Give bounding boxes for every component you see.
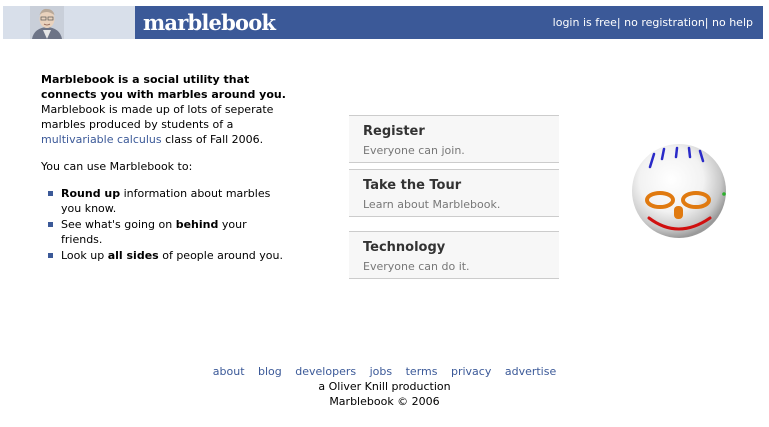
technology-title[interactable]: Technology — [363, 240, 446, 255]
feature-text: See what's going on — [61, 218, 176, 231]
marble-icon — [630, 142, 730, 242]
footer-link-jobs[interactable]: jobs — [369, 365, 393, 378]
tagline: Marblebook is a social utility that connects you with marbles around you. — [41, 73, 286, 101]
register-subtitle: Everyone can join. — [363, 144, 465, 157]
feature-list — [41, 186, 286, 263]
footer-link-blog[interactable]: blog — [258, 365, 282, 378]
tour-box[interactable] — [349, 169, 559, 217]
description-text-end: class of Fall 2006. — [161, 133, 264, 146]
feature-item — [48, 217, 286, 247]
technology-subtitle: Everyone can do it. — [363, 260, 470, 273]
bullet-icon — [48, 222, 53, 227]
nav-login-link[interactable]: login is free| — [552, 16, 621, 29]
description-text-start: Marblebook is made up of lots of seperate marbles produced by students of a — [41, 103, 274, 131]
feature-text: your friends. — [61, 218, 247, 246]
bullet-icon — [48, 191, 53, 196]
use-intro: You can use Marblebook to: — [41, 160, 193, 173]
avatar-panel — [3, 6, 135, 39]
bullet-icon — [48, 253, 53, 258]
nav-registration-link[interactable]: no registration| — [624, 16, 709, 29]
avatar — [30, 6, 64, 39]
feature-bold: behind — [175, 218, 219, 231]
footer-links — [0, 364, 769, 379]
feature-item — [48, 248, 286, 263]
top-header-bar — [3, 6, 763, 39]
footer-link-advertise[interactable]: advertise — [504, 365, 557, 378]
nav-help-link[interactable]: no help — [712, 16, 753, 29]
intro-section — [41, 72, 286, 264]
tour-subtitle: Learn about Marblebook. — [363, 198, 501, 211]
register-box[interactable] — [349, 115, 559, 163]
footer-credit: a Oliver Knill production — [318, 380, 451, 393]
calculus-link[interactable]: multivariable calculus — [41, 133, 162, 146]
tour-title[interactable]: Take the Tour — [363, 178, 462, 193]
register-title[interactable]: Register — [363, 124, 425, 139]
feature-item — [48, 186, 286, 216]
top-nav — [553, 16, 753, 29]
description — [41, 102, 286, 147]
footer-copyright: Marblebook © 2006 — [329, 395, 440, 408]
feature-text: information about marbles you know. — [61, 187, 271, 215]
footer-link-terms[interactable]: terms — [405, 365, 438, 378]
site-logo[interactable]: marblebook — [143, 10, 276, 35]
technology-box[interactable] — [349, 231, 559, 279]
feature-text: Look up — [61, 249, 108, 262]
footer — [0, 364, 769, 409]
footer-link-privacy[interactable]: privacy — [450, 365, 492, 378]
feature-bold: all sides — [107, 249, 159, 262]
feature-text: of people around you. — [158, 249, 283, 262]
footer-link-developers[interactable]: developers — [295, 365, 357, 378]
footer-link-about[interactable]: about — [212, 365, 245, 378]
feature-bold: Round up — [61, 187, 121, 200]
